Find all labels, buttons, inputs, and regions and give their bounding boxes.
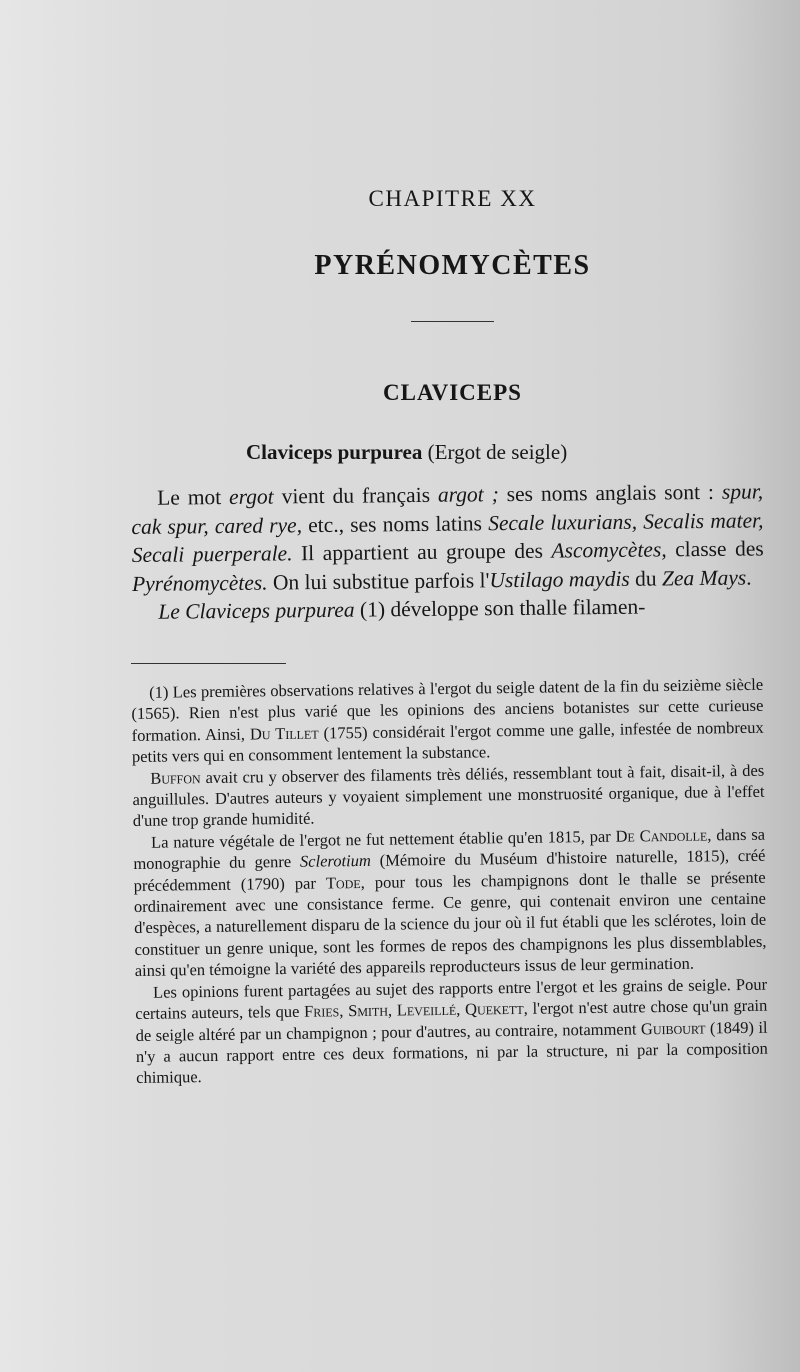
paragraph: Le mot ergot vient du français argot ; ses noms anglais sont : spur, cak spur, cared rye, etc., ses noms latins Secale luxurians, Secalis mater, Secali puerperale. Il appartient au groupe des Ascomycètes, classe des Pyrénomycètes. On lui substitue parfois l'Ustilago maydis du Zea Mays. xyxy=(131,479,764,596)
footnote-paragraph: Buffon avait cru y observer des filaments très déliés, ressemblant tout à fait, disait-il, à des anguillules. D'autres auteurs y voyaient simplement une monstruosité organique, due à l'effet d'une trop grande humidité. xyxy=(132,760,765,831)
footnote-paragraph: Les opinions furent partagées au sujet des rapports entre l'ergot et les grains de seigle. Pour certains auteurs, tels que Fries, Smith, Leveillé, Quekett, l'ergot n'est autre chose qu'un grain de seigle altéré par un champignon ; pour d'autres, au contraire, notamment Guibourt (1849) il n'y a aucun rapport entre ces deux formations, ni par la structure, ni par la composition chimique. xyxy=(135,974,768,1088)
main-text xyxy=(131,477,764,627)
footnotes xyxy=(131,674,768,1089)
section-heading: CLAVICEPS xyxy=(383,380,522,405)
common-name: (Ergot de seigle) xyxy=(422,440,568,464)
footnote-paragraph: (1) Les premières observations relatives à l'ergot du seigle datent de la fin du seizième siècle (1565). Rien n'est plus varié que les opinions des anciens botanistes sur cette curieuse formation. Ainsi, Du Tillet (1755) considérait l'ergot comme une galle, infestée de nombreux petits vers qui en consomment lentement la substance. xyxy=(131,674,764,767)
species-name: Claviceps purpurea xyxy=(246,440,423,464)
footnote-separator xyxy=(131,663,286,664)
part-title: PYRÉNOMYCÈTES xyxy=(314,250,591,281)
footnote-paragraph: La nature végétale de l'ergot ne fut nettement établie qu'en 1815, par De Candolle, dans sa monographie du genre Sclerotium (Mémoire du Muséum d'histoire naturelle, 1815), créé précédemment (1790) par Tode, pour tous les champignons dont le thalle se présente ordinairement avec une consistance ferme. Ce genre, qui contenait environ une centaine d'espèces, a naturellement disparu de la science du jour où il fut établi que les sclérotes, loin de constituer un genre unique, sont les formes de repos des champignons les plus dissemblables, ainsi qu'en témoigne la variété des appareils reproducteurs issus de leur germination. xyxy=(133,824,767,981)
paragraph: Le Claviceps purpurea (1) développe son thalle filamen- xyxy=(158,594,646,625)
subsection-heading xyxy=(246,440,567,465)
title-divider xyxy=(411,321,494,322)
chapter-heading: CHAPITRE XX xyxy=(368,186,537,211)
